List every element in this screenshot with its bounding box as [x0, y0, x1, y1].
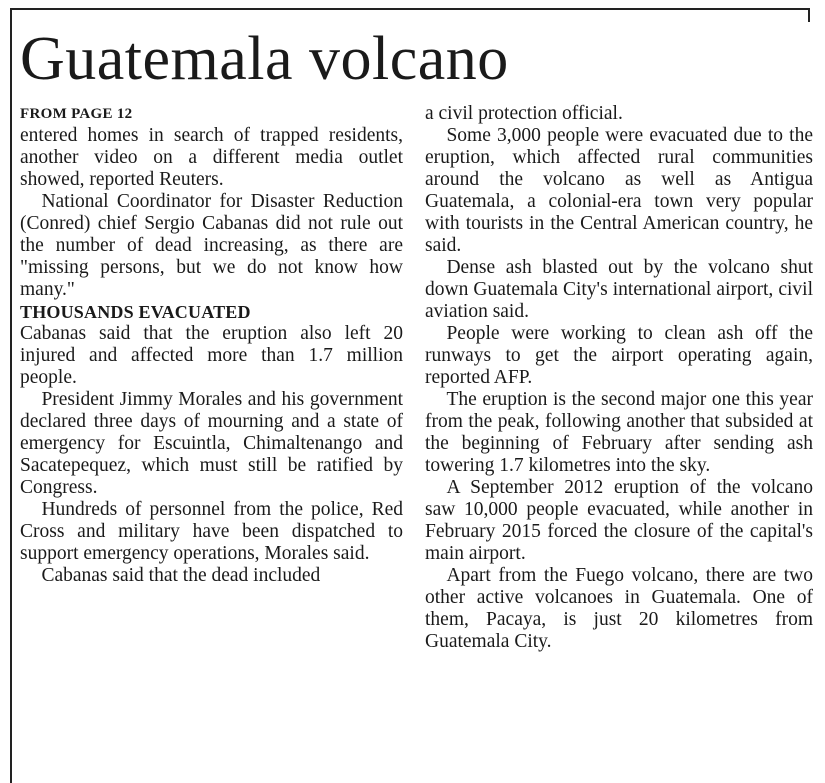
paragraph: entered homes in search of trapped residents, another video on a different media outlet showed, reported Reuters.	[20, 125, 403, 190]
paragraph: People were working to clean ash off the runways to get the airport operating again, reported AFP.	[425, 323, 813, 388]
paragraph: Hundreds of personnel from the police, Red Cross and military have been dispatched to support emergency operations, Morales said.	[20, 499, 403, 564]
subheading: THOUSANDS EVACUATED	[20, 302, 251, 322]
paragraph: Cabanas said that the eruption also left 20 injured and affected more than 1.7 million people.	[20, 323, 403, 388]
paragraph: The eruption is the second major one this year from the peak, following another that subsided at the beginning of February after sending ash towering 1.7 kilometres into the sky.	[425, 389, 813, 476]
paragraph: National Coordinator for Disaster Reduction (Conred) chief Sergio Cabanas did not rule out the number of dead increasing, as there are "missing persons, but we do not know how many."	[20, 191, 403, 300]
left-column	[20, 103, 403, 587]
paragraph: Some 3,000 people were evacuated due to the eruption, which affected rural communities around the volcano as well as Antigua Guatemala, a colonial-era town very popular with tourists in the Central American country, he said.	[425, 125, 813, 256]
top-rule	[10, 8, 810, 10]
left-rule	[10, 8, 12, 783]
paragraph: A September 2012 eruption of the volcano saw 10,000 people evacuated, while another in February 2015 forced the closure of the capital's main airport.	[425, 477, 813, 564]
paragraph: President Jimmy Morales and his government declared three days of mourning and a state of emergency for Escuintla, Chimaltenango and Sacatepequez, which must still be ratified by Congress.	[20, 389, 403, 498]
right-rule-stub	[808, 8, 810, 22]
paragraph: a civil protection official.	[425, 103, 623, 124]
right-column	[425, 103, 813, 653]
headline: Guatemala volcano	[20, 25, 509, 93]
continuation-kicker: FROM PAGE 12	[20, 106, 133, 122]
paragraph: Dense ash blasted out by the volcano shut down Guatemala City's international airport, civil aviation said.	[425, 257, 813, 322]
paragraph: Cabanas said that the dead included	[41, 565, 321, 586]
paragraph: Apart from the Fuego volcano, there are two other active volcanoes in Guatemala. One of them, Pacaya, is just 20 kilometres from Guatemala City.	[425, 565, 813, 652]
